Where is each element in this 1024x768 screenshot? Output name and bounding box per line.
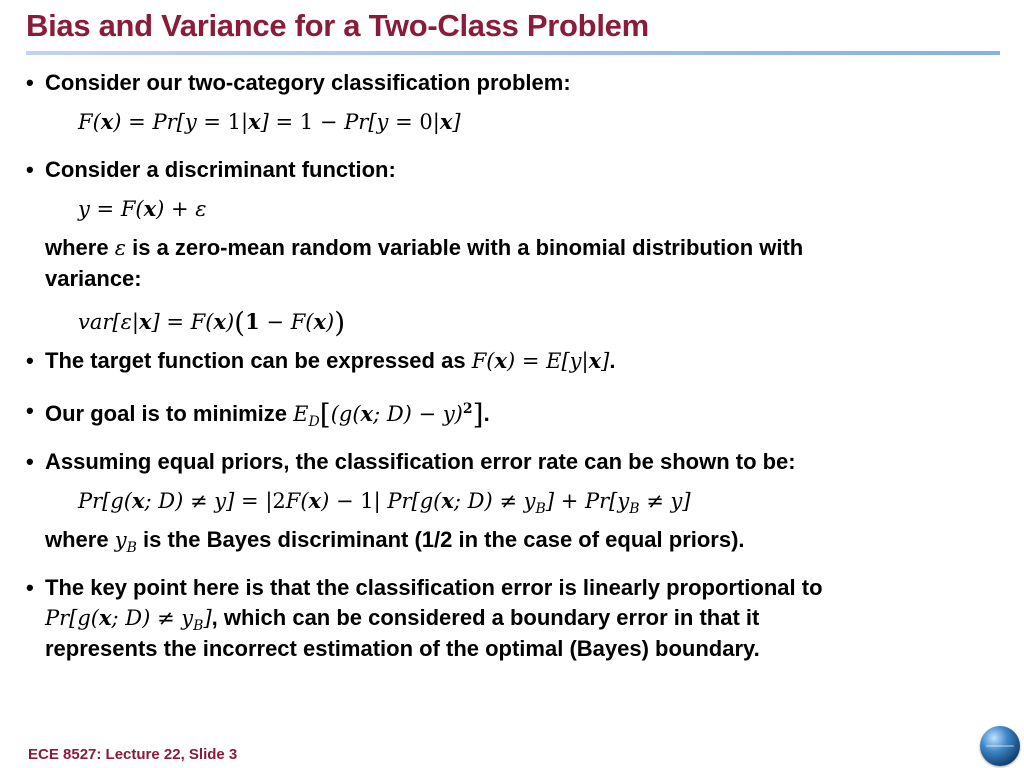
equation-F-definition: F(x) = Pr[y = 1|x] = 1 − Pr[y = 0|x] (78, 109, 461, 134)
where-bayes-line (45, 527, 745, 556)
equation-objective: $E_D[(g(x$; D) − y)$^2$] (293, 398, 484, 431)
where-label: where (45, 527, 109, 552)
epsilon-symbol: ε (114, 236, 126, 260)
bullet-3-line: The target function can be expressed as F(x) = E[y|x]. (45, 348, 616, 373)
bullet-6-continuation-text: , which can be considered a boundary error in that it (211, 605, 760, 630)
bullet-6-text: The key point here is that the classification error is linearly proportional to (45, 575, 823, 600)
where-bayes-description: is the Bayes discriminant (1/2 in the case of equal priors). (143, 527, 745, 552)
bullet-6-last-line: represents the incorrect estimation of the optimal (Bayes) boundary. (45, 636, 760, 661)
equation-target-function: F(x) = E[y|x] (471, 348, 610, 373)
bullet-marker: • (26, 70, 34, 95)
bullet-4-line: Our goal is to minimize $E_D[(g(x$; D) − y)$^2$]. (45, 398, 490, 431)
where-epsilon-continuation: variance: (45, 266, 142, 291)
bullet-marker: • (26, 398, 34, 423)
where-epsilon-line (45, 235, 803, 261)
bullet-5-text: Assuming equal priors, the classification error rate can be shown to be: (45, 449, 796, 474)
slide-title: Bias and Variance for a Two-Class Problem (26, 8, 649, 43)
bullet-2-text: Consider a discriminant function: (45, 157, 396, 182)
where-epsilon-description: is a zero-mean random variable with a binomial distribution with (132, 235, 804, 260)
slide-footer: ECE 8527: Lecture 22, Slide 3 (28, 746, 238, 763)
bullet-4-text: Our goal is to minimize (45, 401, 288, 426)
equation-variance: var[ε|x] = F(x)(1 − F(x)) (78, 306, 346, 339)
globe-logo-icon (980, 726, 1020, 766)
equation-discriminant: y = F(x) + ε (78, 196, 207, 221)
bullet-3-text: The target function can be expressed as (45, 348, 466, 373)
bayes-symbol: $y_B$ (114, 528, 137, 557)
bullet-marker: • (26, 575, 34, 600)
bullet-marker: • (26, 157, 34, 182)
bullet-1-text: Consider our two-category classification problem: (45, 70, 571, 95)
bullet-marker: • (26, 449, 34, 474)
bullet-marker: • (26, 348, 34, 373)
equation-error-rate: Pr[g(x; D) ≠ y] = |2F(x) − 1| Pr[g(x; $D) \ne y_B] + Pr[y_B \ne y]$ (78, 488, 691, 518)
where-label: where (45, 235, 109, 260)
equation-boundary-error: Pr[g(x; $D) \ne y_B$] (45, 605, 212, 635)
bullet-6-continuation (45, 605, 759, 634)
title-divider (26, 51, 1000, 55)
